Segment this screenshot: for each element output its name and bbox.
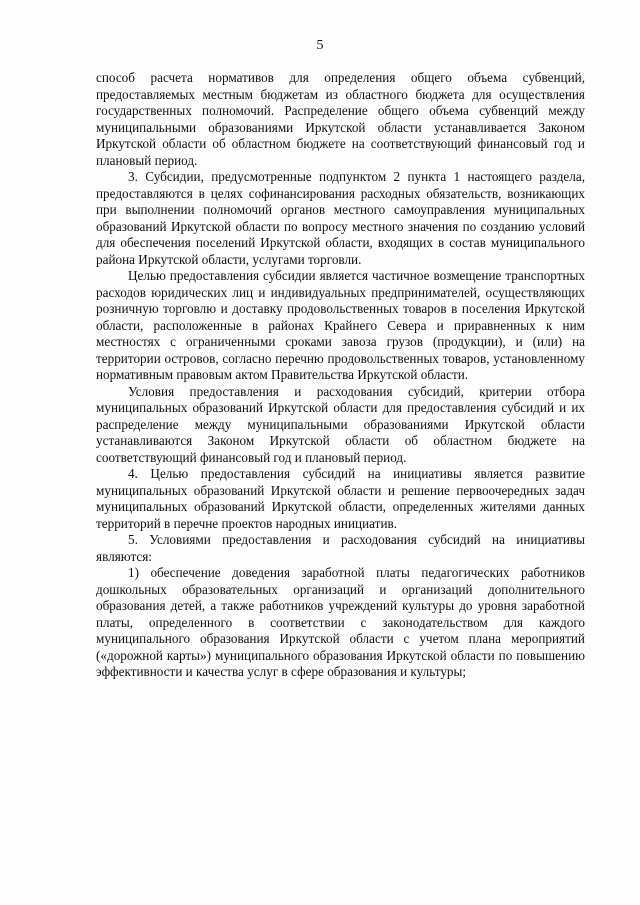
paragraph-subvention-method: способ расчета нормативов для определения общего объема субвенций, предоставляемых местным бюджетам из областного бюджета для осуществления государственных полномочий. Распределение общего объема субвенций между муниципальными образованиями Иркутской области устанавливается Законом Иркутской области об областном бюджете на соответствующий финансовый год и плановый период.	[96, 70, 585, 168]
paragraph-subsidy-conditions: Условия предоставления и расходования субсидий, критерии отбора муниципальных образований Иркутской области для предоставления субсидий и их распределение между муниципальными образованиями Иркутской области устанавливаются Законом Иркутской области об областном бюджете на соответствующий финансовый год и плановый период.	[96, 383, 585, 465]
paragraph-item-3-subsidies: 3. Субсидии, предусмотренные подпунктом 2 пункта 1 настоящего раздела, предоставляются в целях софинансирования расходных обязательств, возникающих при выполнении полномочий органов местного самоуправления муниципальных образований Иркутской области по вопросу местного значения по созданию условий для обеспечения поселений Иркутской области, входящих в состав муниципального района Иркутской области, услугами торговли.	[96, 169, 585, 267]
paragraph-item-4-initiatives: 4. Целью предоставления субсидий на инициативы является развитие муниципальных образований Иркутской области и решение первоочередных задач муниципальных образований Иркутской области, определенных жителями данных территорий в перечне проектов народных инициатив.	[96, 466, 585, 531]
paragraph-item-5-conditions: 5. Условиями предоставления и расходования субсидий на инициативы являются:	[96, 532, 585, 564]
document-body	[96, 70, 585, 681]
paragraph-subitem-1-salary: 1) обеспечение доведения заработной платы педагогических работников дошкольных образовательных организаций и организаций дополнительного образования детей, а также работников учреждений культуры до уровня заработной платы, определенного в соответствии с законодательством для каждого муниципального образования Иркутской области с учетом плана мероприятий («дорожной карты») муниципального образования Иркутской области по повышению эффективности и качества услуг в сфере образования и культуры;	[96, 565, 585, 679]
paragraph-subsidy-purpose: Целью предоставления субсидии является частичное возмещение транспортных расходов юридических лиц и индивидуальных предпринимателей, осуществляющих розничную торговлю и доставку продовольственных товаров в поселения Иркутской области, расположенные в районах Крайнего Севера и приравненных к ним местностях с ограниченными сроками завоза грузов (продукции), и (или) на территории островов, согласно перечню продовольственных товаров, установленному нормативным правовым актом Правительства Иркутской области.	[96, 268, 585, 382]
page-number: 5	[316, 38, 324, 53]
